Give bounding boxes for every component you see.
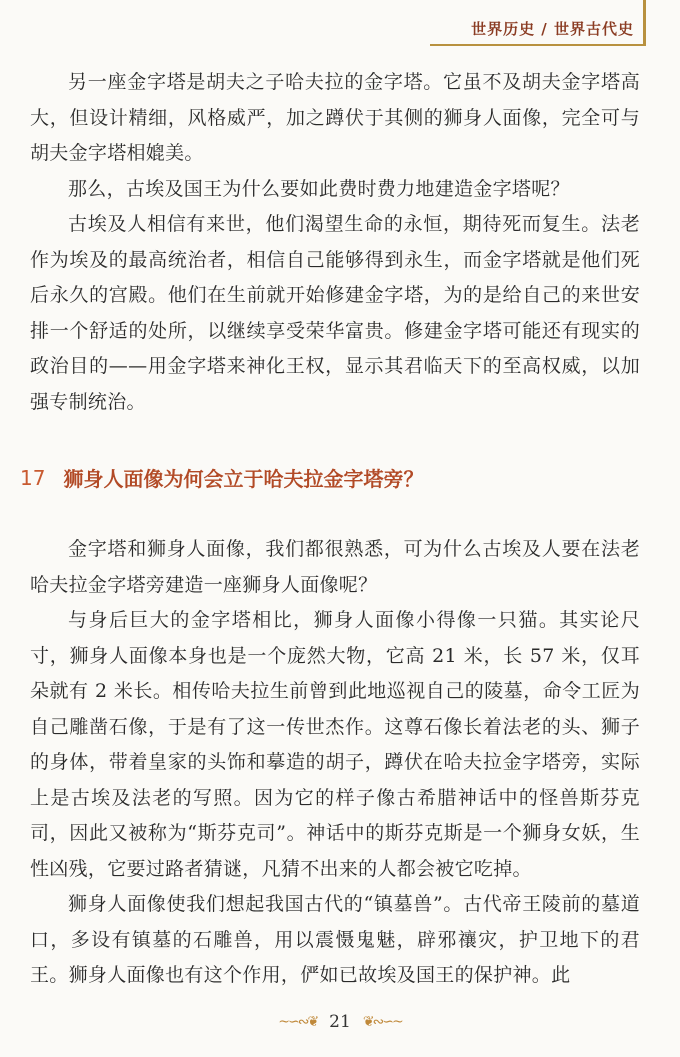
paragraph: 另一座金字塔是胡夫之子哈夫拉的金字塔。它虽不及胡夫金字塔高大，但设计精细，风格威严，加之蹲伏于其侧的狮身人面像，完全可与胡夫金字塔相媲美。	[30, 71, 640, 164]
header-bar	[643, 0, 646, 46]
paragraph: 金字塔和狮身人面像，我们都很熟悉，可为什么古埃及人要在法老哈夫拉金字塔旁建造一座狮身人面像呢？	[30, 538, 640, 596]
running-header-title: 世界历史 / 世界古代史	[471, 20, 634, 38]
page-number: 21	[329, 1012, 351, 1032]
section-title: 狮身人面像为何会立于哈夫拉金字塔旁？	[63, 467, 424, 491]
paragraph: 那么，古埃及国王为什么要如此费时费力地建造金字塔呢？	[68, 177, 570, 200]
section-number: 17	[20, 465, 46, 490]
page-footer	[0, 1010, 680, 1034]
ornament-right-icon: ❦∾∽~	[362, 1014, 402, 1030]
page-header	[0, 0, 680, 52]
paragraph: 狮身人面像使我们想起我国古代的“镇墓兽”。古代帝王陵前的墓道口，多设有镇墓的石雕兽，用以震慑鬼魅，辟邪禳灾，护卫地下的君王。狮身人面像也有这个作用，俨如已故埃及国王的保护神。此	[30, 893, 640, 986]
page-body	[20, 65, 640, 994]
section-heading	[20, 463, 640, 492]
paragraph: 古埃及人相信有来世，他们渴望生命的永恒，期待死而复生。法老作为埃及的最高统治者，相信自己能够得到永生，而金字塔就是他们死后永久的宫殿。他们在生前就开始修建金字塔，为的是给自己的来世安排一个舒适的处所，以继续享受荣华富贵。修建金字塔可能还有现实的政治目的——用金字塔来神化王权，显示其君临天下的至高权威，以加强专制统治。	[30, 213, 640, 413]
paragraph: 与身后巨大的金字塔相比，狮身人面像小得像一只猫。其实论尺寸，狮身人面像本身也是一个庞然大物，它高 21 米，长 57 米，仅耳朵就有 2 米长。相传哈夫拉生前曾到此地巡视自己的陵墓，命令工匠为自己雕凿石像，于是有了这一传世杰作。这尊石像长着法老的头、狮子的身体，带着皇家的头饰和摹造的胡子，蹲伏在哈夫拉金字塔旁，实际上是古埃及法老的写照。因为它的样子像古希腊神话中的怪兽斯芬克司，因此又被称为“斯芬克司”。神话中的斯芬克斯是一个狮身女妖，生性凶残，它要过路者猜谜，凡猜不出来的人都会被它吃掉。	[30, 609, 640, 880]
ornament-left-icon: ~∽∾❦	[278, 1014, 318, 1030]
header-rule	[430, 44, 644, 46]
